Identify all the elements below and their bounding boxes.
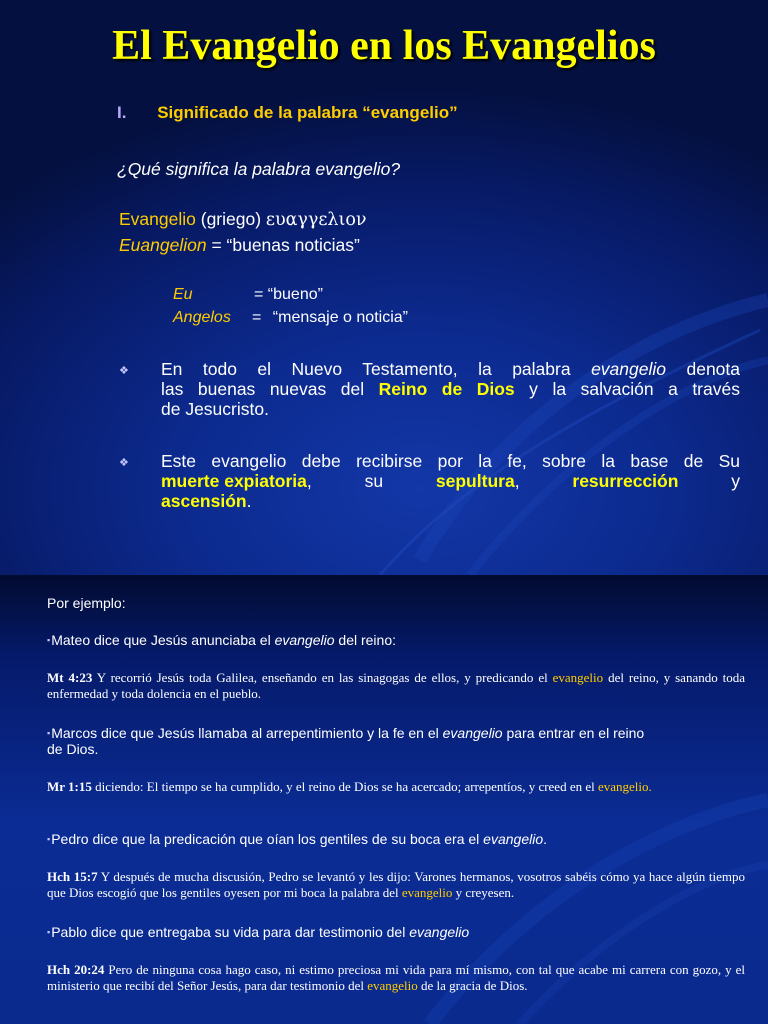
intro-text: Por ejemplo: bbox=[47, 595, 126, 611]
small-square-bullet-icon: ▪ bbox=[47, 834, 51, 844]
diamond-bullet-icon: ❖ bbox=[119, 365, 129, 377]
ref-mr-1-15: Mr 1:15 diciendo: El tiempo se ha cumplido, y el reino de Dios se ha acercado; arrepentíos, y creed en el evangelio. bbox=[47, 779, 652, 794]
highlight-resurreccion: resurrección bbox=[572, 471, 679, 491]
word-euangelion: Euangelion bbox=[119, 235, 207, 255]
para2-line2: muerte expiatoria, su sepultura, resurrección y bbox=[161, 471, 740, 491]
highlight-muerte-expiatoria: muerte expiatoria bbox=[161, 471, 307, 491]
equals-sign: = bbox=[252, 309, 266, 326]
meaning-line bbox=[119, 235, 360, 256]
para2-line3: ascensión. bbox=[161, 491, 252, 511]
example-pablo: ▪Pablo dice que entregaba su vida para dar testimonio del evangelio bbox=[47, 924, 470, 940]
term-angelos: Angelos bbox=[173, 309, 231, 326]
small-square-bullet-icon: ▪ bbox=[47, 728, 51, 738]
highlight-ascension: ascensión bbox=[161, 491, 247, 511]
greek-label: (griego) bbox=[195, 209, 266, 229]
slide-bottom bbox=[0, 575, 768, 1024]
para1-line3: de Jesucristo. bbox=[161, 399, 269, 419]
term-eu-meaning: = “bueno” bbox=[254, 286, 323, 303]
section-quote: “evangelio” bbox=[362, 103, 458, 122]
paragraph-evangelio-fe bbox=[161, 451, 740, 511]
diamond-bullet-icon: ❖ bbox=[119, 457, 129, 469]
section-numeral: I. bbox=[117, 103, 127, 122]
greek-line bbox=[119, 209, 367, 230]
section-text: Significado de la palabra bbox=[157, 103, 363, 122]
ref-hch-15-7: Hch 15:7 Y después de mucha discusión, Pedro se levantó y les dijo: Varones hermanos, vosotros sabéis cómo ya hace algún tiempo que Dios escogió que los gentiles oyesen por mi boca la palabra del evangelio y creyesen. bbox=[47, 869, 745, 900]
word-o: o bbox=[343, 309, 352, 326]
para1-line2: las buenas nuevas del Reino de Dios y la salvación a través bbox=[161, 379, 740, 399]
paragraph-nuevo-testamento bbox=[161, 359, 740, 419]
small-square-bullet-icon: ▪ bbox=[47, 635, 51, 645]
term-angelos-meaning bbox=[252, 309, 408, 327]
small-square-bullet-icon: ▪ bbox=[47, 927, 51, 937]
example-marcos: ▪Marcos dice que Jesús llamaba al arrepentimiento y la fe en el evangelio para entrar en el reino de Dios. bbox=[47, 725, 645, 757]
highlight-reino-de-dios: Reino de Dios bbox=[378, 379, 515, 399]
slide-title: El Evangelio en los Evangelios bbox=[112, 23, 656, 69]
question-text: ¿Qué significa la palabra evangelio? bbox=[117, 159, 401, 179]
para2-line1: Este evangelio debe recibirse por la fe, sobre la base de Su bbox=[161, 451, 740, 471]
para1-line1: En todo el Nuevo Testamento, la palabra evangelio denota bbox=[161, 359, 741, 379]
word-noticia: noticia” bbox=[351, 309, 408, 326]
word-mensaje: “mensaje bbox=[272, 309, 344, 326]
example-pedro: ▪Pedro dice que la predicación que oían los gentiles de su boca era el evangelio. bbox=[47, 831, 547, 847]
highlight-sepultura: sepultura bbox=[435, 471, 515, 491]
ref-hch-20-24: Hch 20:24 Pero de ninguna cosa hago caso, ni estimo preciosa mi vida para mí mismo, con tal que acabe mi carrera con gozo, y el ministerio que recibí del Señor Jesús, para dar testimonio del evangelio de la gracia de Dios. bbox=[47, 962, 745, 993]
ref-mt-4-23: Mt 4:23 Y recorrió Jesús toda Galilea, enseñando en las sinagogas de ellos, y predicando el evangelio del reino, y sanando toda enfermedad y toda dolencia en el pueblo. bbox=[47, 670, 746, 701]
section-heading bbox=[117, 103, 458, 123]
example-mateo: ▪Mateo dice que Jesús anunciaba el evangelio del reino: bbox=[47, 632, 396, 648]
greek-word: ευαγγελιον bbox=[265, 210, 367, 230]
term-eu: Eu bbox=[173, 286, 193, 303]
meaning-text: = “buenas noticias” bbox=[206, 235, 360, 255]
word-evangelio: Evangelio bbox=[119, 209, 196, 229]
